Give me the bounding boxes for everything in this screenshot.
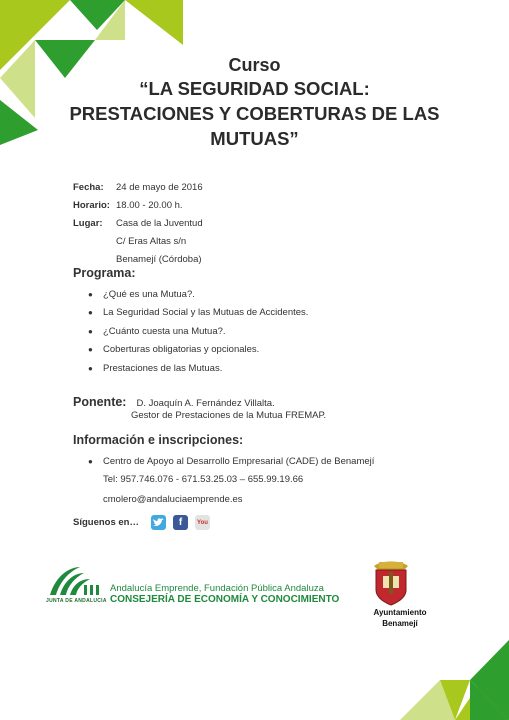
follow-label: Síguenos en…: [73, 517, 139, 528]
ponente-name: D. Joaquín A. Fernández Villalta.: [136, 398, 275, 409]
ponente-block: [73, 395, 326, 421]
list-item: ● Centro de Apoyo al Desarrollo Empresarial (CADE) de Benamejí: [88, 455, 375, 467]
programa-heading: Programa:: [73, 266, 136, 280]
coat-of-arms-icon: [366, 560, 416, 606]
title-block: [0, 54, 509, 151]
horario-row: [73, 196, 203, 214]
twitter-icon[interactable]: [151, 515, 166, 530]
list-item: ● La Seguridad Social y las Mutuas de Accidentes.: [88, 307, 309, 319]
follow-row: [73, 515, 210, 530]
lugar-row: [73, 214, 203, 232]
info-list: [88, 452, 374, 471]
fecha-label: Fecha:: [73, 181, 104, 193]
list-item: ● ¿Cuánto cuesta una Mutua?.: [88, 325, 226, 337]
lugar-label: Lugar:: [73, 217, 103, 229]
list-item: ● ¿Qué es una Mutua?.: [88, 288, 195, 300]
ponente-role: Gestor de Prestaciones de la Mutua FREMAP.: [131, 410, 327, 421]
title-line-1: “LA SEGURIDAD SOCIAL:: [139, 78, 370, 99]
event-details: [73, 178, 203, 268]
fecha-value: 24 de mayo de 2016: [116, 181, 203, 193]
info-heading: Información e inscripciones:: [73, 433, 244, 447]
list-item: ● Prestaciones de las Mutuas.: [88, 362, 223, 374]
list-item: ● Coberturas obligatorias y opcionales.: [88, 344, 260, 356]
title-curso: Curso: [228, 55, 281, 75]
info-tel: Tel: 957.746.076 - 671.53.25.03 – 655.99.19.66: [103, 474, 304, 485]
consejeria-name: CONSEJERÍA DE ECONOMÍA Y CONOCIMIENTO: [110, 594, 340, 605]
programa-list: [88, 285, 308, 378]
horario-value: 18.00 - 20.00 h.: [116, 199, 183, 211]
lugar-line-2: C/ Eras Altas s/n: [116, 235, 187, 247]
corner-decoration-bottom: [400, 640, 509, 720]
ayuntamiento-label: Ayuntamiento Benamejí: [373, 608, 427, 628]
info-center: Centro de Apoyo al Desarrollo Empresarial (CADE) de Benamejí: [103, 455, 375, 467]
junta-andalucia-text: JUNTA DE ANDALUCIA: [46, 598, 107, 604]
facebook-icon[interactable]: f: [173, 515, 188, 530]
fecha-row: [73, 178, 203, 196]
youtube-icon[interactable]: You: [195, 515, 210, 530]
lugar-line-1: Casa de la Juventud: [116, 217, 203, 229]
footer-org: [110, 583, 339, 605]
andalucia-emprende-name: Andalucía Emprende, Fundación Pública Andaluza: [110, 583, 324, 594]
ponente-heading: Ponente:: [73, 395, 127, 409]
junta-andalucia-logo-icon: [46, 563, 106, 599]
title-line-3: MUTUAS”: [210, 128, 299, 149]
lugar-line-3: Benamejí (Córdoba): [116, 253, 202, 265]
info-email[interactable]: cmolero@andaluciaemprende.es: [103, 494, 243, 505]
horario-label: Horario:: [73, 199, 110, 211]
title-line-2: PRESTACIONES Y COBERTURAS DE LAS: [69, 103, 440, 124]
